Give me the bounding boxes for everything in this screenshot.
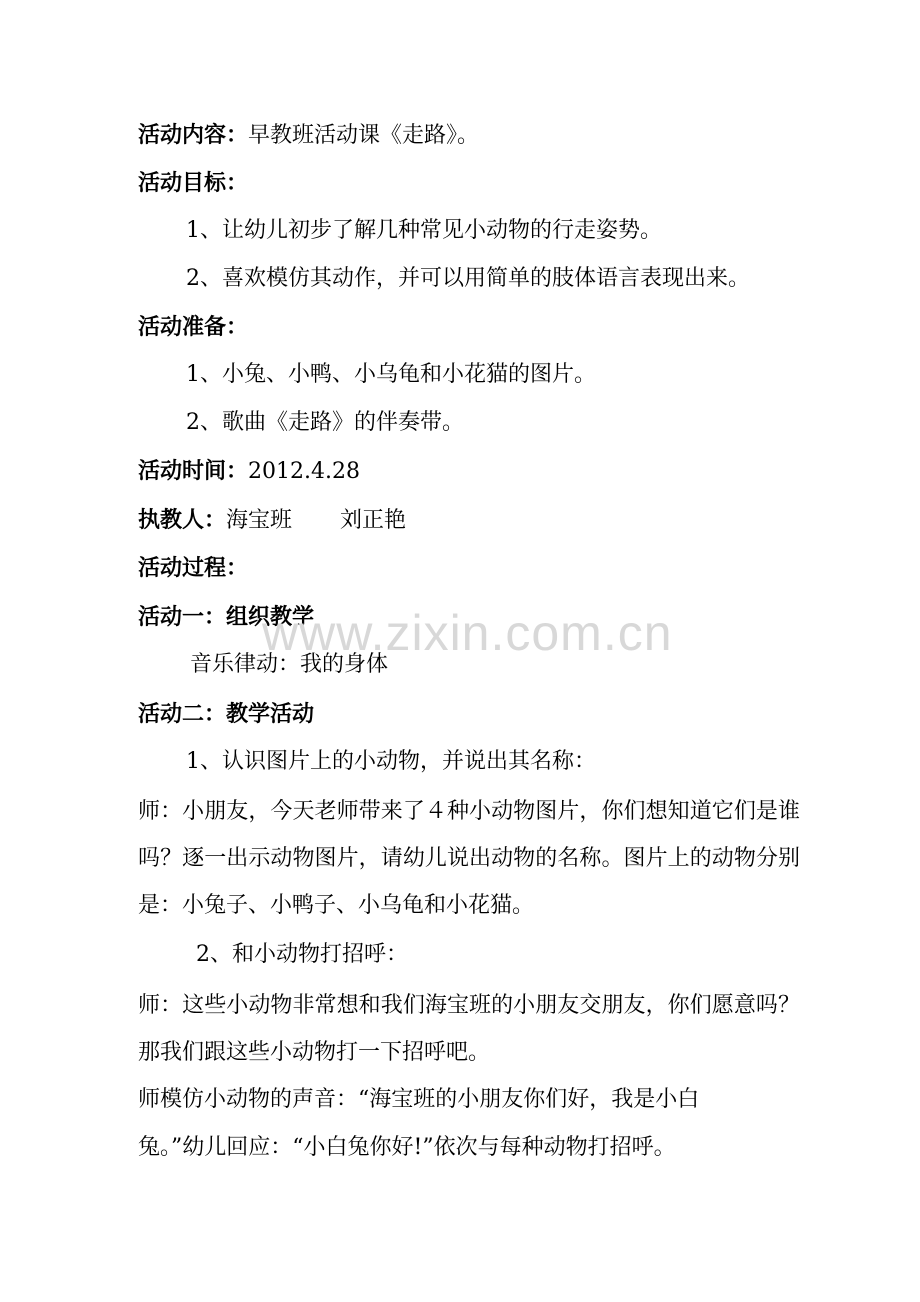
teacher-line [138, 504, 800, 537]
activity-process-label: 活动过程： [138, 555, 249, 581]
activity-time-value: 2012.4.28 [248, 459, 360, 484]
goal-item-1: 1、让幼儿初步了解几种常见小动物的行走姿势。 [186, 218, 662, 243]
activity-time-label: 活动时间： [138, 458, 249, 484]
prep-item-1: 1、小兔、小鸭、小乌龟和小花猫的图片。 [186, 362, 596, 387]
activity2-step2: 2、和小动物打招呼： [196, 942, 408, 967]
activity2-step2-line1: 师模仿小动物的声音：“海宝班的小朋友你们好，我是小白 [138, 1087, 700, 1112]
teacher-name: 刘正艳 [340, 508, 407, 533]
activity-time-line [138, 455, 800, 488]
activity-goal-label: 活动目标： [138, 170, 249, 196]
activity-content-label: 活动内容： [138, 122, 249, 148]
activity1-item: 音乐律动：我的身体 [190, 652, 389, 677]
activity-content-line [138, 119, 800, 152]
activity1-title: 活动一：组织教学 [138, 604, 315, 630]
activity2-step1: 1、认识图片上的小动物，并说出其名称： [186, 749, 596, 774]
watermark-text: www.zixin.com.cn [262, 605, 673, 661]
activity-prep-label: 活动准备： [138, 314, 249, 340]
teacher-class: 海宝班 [226, 508, 293, 533]
activity2-title: 活动二：教学活动 [138, 701, 315, 727]
activity2-step2-line2: 兔。”幼儿回应：“小白兔你好!”依次与每种动物打招呼。 [138, 1135, 676, 1160]
activity2-step2-text: 师：这些小动物非常想和我们海宝班的小朋友交朋友，你们愿意吗？那我们跟这些小动物打一下招呼吧。 [138, 993, 800, 1065]
activity-content-value: 早教班活动课《走路》。 [248, 123, 480, 148]
activity2-step1-text: 师：小朋友，今天老师带来了４种小动物图片，你们想知道它们是谁吗？逐一出示动物图片，请幼儿说出动物的名称。图片上的动物分别是：小兔子、小鸭子、小乌龟和小花猫。 [138, 799, 800, 918]
goal-item-2: 2、喜欢模仿其动作，并可以用简单的肢体语言表现出来。 [186, 266, 750, 291]
prep-item-2: 2、歌曲《走路》的伴奏带。 [186, 410, 464, 435]
teacher-label: 执教人： [138, 507, 227, 533]
